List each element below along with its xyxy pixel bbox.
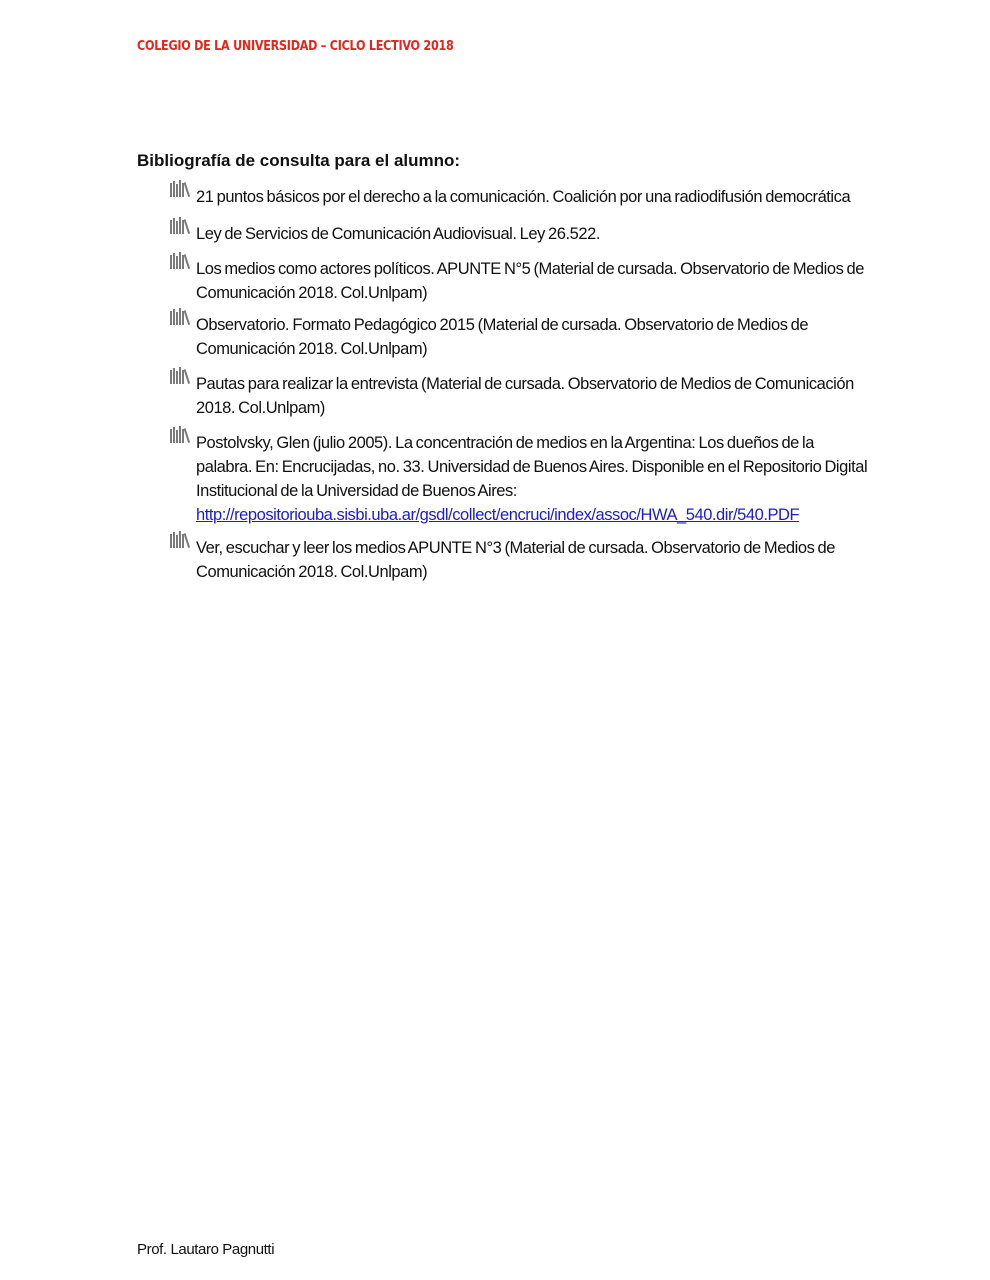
bibliography-text: Pautas para realizar la entrevista (Material de cursada. Observatorio de Medios de Comunicación 2018. Col.Unlpam) (196, 375, 854, 417)
bibliography-text: Ver, escuchar y leer los medios APUNTE N°3 (Material de cursada. Observatorio de Medios de Comunicación 2018. Col.Unlpam) (196, 539, 835, 581)
bibliography-item (170, 367, 870, 420)
bibliography-text: Observatorio. Formato Pedagógico 2015 (Material de cursada. Observatorio de Medios de Comunicación 2018. Col.Unlpam) (196, 316, 809, 358)
page-footer-author: Prof. Lautaro Pagnutti (137, 1241, 275, 1258)
bibliography-item (170, 180, 870, 209)
books-icon (170, 217, 191, 234)
bibliography-item (170, 252, 870, 305)
bibliography-item (170, 426, 870, 527)
books-icon (170, 308, 191, 325)
bibliography-item (170, 308, 870, 361)
bibliography-text: Ley de Servicios de Comunicación Audiovisual. Ley 26.522. (196, 225, 600, 243)
books-icon (170, 252, 191, 269)
bibliography-heading: Bibliografía de consulta para el alumno: (137, 151, 461, 170)
books-icon (170, 367, 191, 384)
books-icon (170, 531, 191, 548)
repository-link[interactable]: http://repositoriouba.sisbi.uba.ar/gsdl/collect/encruci/index/assoc/HWA_540.dir/540.PDF (196, 506, 800, 524)
bibliography-text: 21 puntos básicos por el derecho a la comunicación. Coalición por una radiodifusión democrática (196, 188, 851, 206)
books-icon (170, 426, 191, 443)
bibliography-text: Postolvsky, Glen (julio 2005). La concentración de medios en la Argentina: Los dueños de la palabra. En: Encrucijadas, no. 33. Universidad de Buenos Aires. Disponible en el Repositorio Digital Institucional de la Universidad de Buenos Aires: (196, 434, 868, 500)
bibliography-text: Los medios como actores políticos. APUNTE N°5 (Material de cursada. Observatorio de Medios de Comunicación 2018. Col.Unlpam) (196, 260, 864, 302)
bibliography-item (170, 531, 870, 584)
page-header-title: COLEGIO DE LA UNIVERSIDAD – CICLO LECTIVO 2018 (137, 39, 454, 54)
bibliography-item (170, 217, 870, 246)
books-icon (170, 180, 191, 197)
bibliography-list (170, 180, 870, 584)
